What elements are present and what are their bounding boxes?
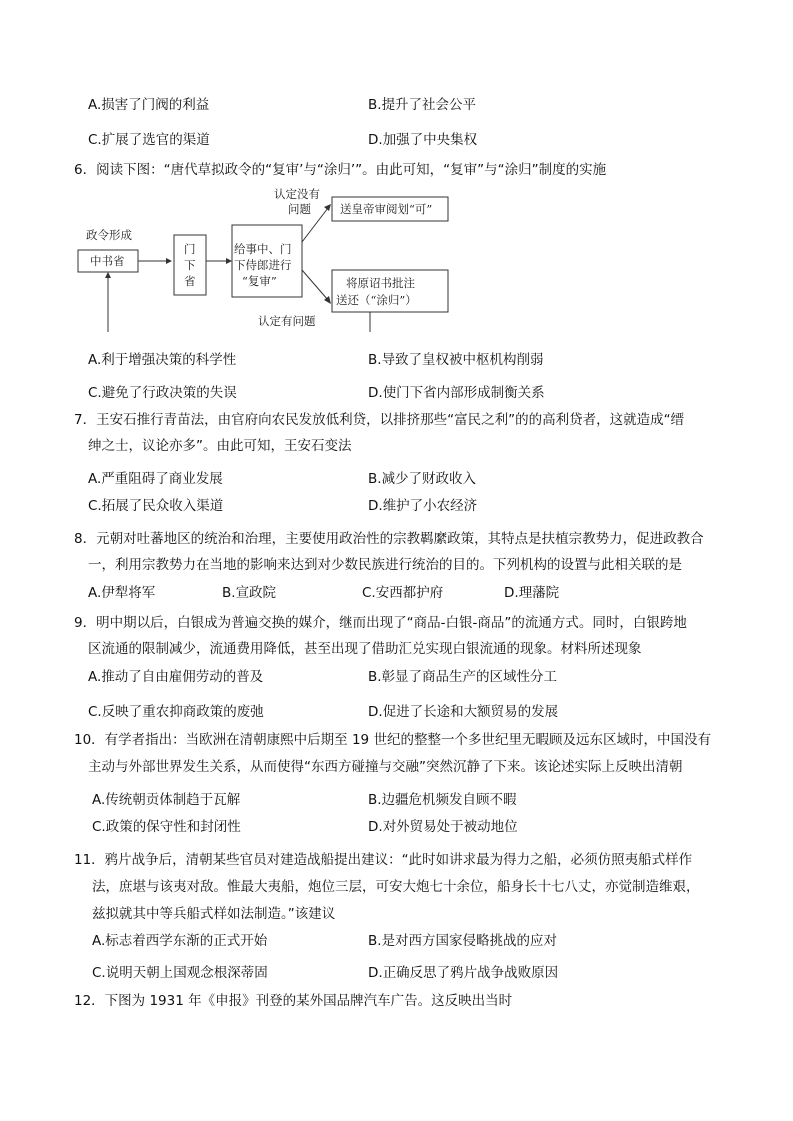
option-label: A. (92, 933, 106, 949)
q11-option-a[interactable] (92, 932, 267, 950)
option-text: 说明天朝上国观念根深蒂固 (105, 965, 268, 981)
q9-option-c[interactable] (88, 703, 264, 721)
option-text: 理藩院 (518, 585, 560, 601)
label-no-problem-2: 问题 (288, 202, 311, 216)
q12-stem: 12．下图为 1931 年《申报》刊登的某外国品牌汽车广告。这反映出当时 (74, 993, 513, 1009)
q8-option-b[interactable] (222, 584, 276, 602)
option-text: 安西都护府 (375, 585, 444, 601)
arrowhead-review (226, 258, 232, 264)
option-text: 宣政院 (235, 585, 277, 601)
q9-stem-line2: 区流通的限制减少，流通费用降低，甚至出现了借助汇兑实现白银流通的现象。材料所述现象 (88, 641, 642, 657)
q7-option-c[interactable] (88, 497, 223, 515)
box-review-line1: 给事中、门 (234, 242, 292, 256)
box-return-line2: 送还（“涂归”） (336, 293, 417, 307)
arrowhead-zhongshu (105, 272, 111, 278)
q8-option-c[interactable] (362, 584, 443, 602)
q7-stem-line1: 7．王安石推行青苗法，由官府向农民发放低利贷，以排挤那些“富民之利”的的高利贷者，这就造成“缙 (74, 412, 685, 428)
q7-stem-line2: 绅之士，议论亦多”。由此可知，王安石变法 (88, 438, 352, 454)
option-text: 推动了自由雇佣劳动的普及 (101, 669, 264, 685)
option-label: A. (88, 97, 102, 113)
option-label: A. (88, 669, 102, 685)
label-no-problem-1: 认定没有 (274, 187, 320, 201)
option-text: 导致了皇权被中枢机构削弱 (381, 352, 544, 368)
q7-option-a[interactable] (88, 470, 223, 488)
box-menxia-char-3: 省 (184, 274, 196, 288)
option-text: 标志着西学东渐的正式开始 (105, 933, 268, 949)
option-label: D. (368, 498, 383, 514)
q10-stem-line2: 主动与外部世界发生关系，从而使得“东西方碰撞与交融”突然沉静了下来。该论述实际上反映出清朝 (88, 759, 683, 775)
option-text: 是对西方国家侵略挑战的应对 (381, 933, 558, 949)
q6-option-d[interactable] (368, 384, 545, 402)
option-text: 促进了长途和大额贸易的发展 (382, 704, 559, 720)
option-text: 正确反思了鸦片战争战败原因 (382, 965, 559, 981)
option-label: C. (88, 498, 102, 514)
option-label: D. (368, 132, 383, 148)
q11-option-c[interactable] (92, 964, 268, 982)
q8-option-d[interactable] (504, 584, 559, 602)
q9-stem-line1: 9．明中期以后，白银成为普遍交换的媒介，继而出现了“商品-白银-商品”的流通方式。同时，白银跨地 (74, 615, 687, 631)
option-text: 减少了财政收入 (381, 471, 477, 487)
box-menxia-char-1: 门 (184, 242, 196, 256)
option-text: 反映了重农抑商政策的废弛 (101, 704, 264, 720)
q8-stem-line2: 一，利用宗教势力在当地的影响来达到对少数民族进行统治的目的。下列机构的设置与此相关联的是 (88, 557, 682, 573)
option-text: 避免了行政决策的失误 (101, 385, 237, 401)
q10-stem-line1: 10．有学者指出：当欧洲在清朝康熙中后期至 19 世纪的整整一个多世纪里无暇顾及远东区域时，中国没有 (74, 732, 711, 748)
option-text: 损害了门阀的利益 (101, 97, 210, 113)
option-label: C. (92, 819, 106, 835)
option-label: C. (88, 385, 102, 401)
q9-option-d[interactable] (368, 703, 558, 721)
q6-stem: 6．阅读下图：“唐代草拟政令的“复审’与“涂归’”。由此可知，“复审”与“涂归”制度的实施 (74, 162, 607, 178)
q6-option-c[interactable] (88, 384, 237, 402)
q6-option-b[interactable] (368, 351, 544, 369)
box-return-line1: 将原诏书批注 (346, 276, 415, 290)
option-text: 维护了小农经济 (382, 498, 478, 514)
box-review-line2: 下侍郎进行 (234, 258, 292, 272)
option-text: 使门下省内部形成制衡关系 (382, 385, 545, 401)
q5-option-b[interactable] (368, 96, 476, 114)
option-label: A. (92, 792, 106, 808)
option-label: B. (368, 669, 382, 685)
option-text: 传统朝贡体制趋于瓦解 (105, 792, 241, 808)
option-text: 严重阻碍了商业发展 (101, 471, 223, 487)
option-text: 彰显了商品生产的区域性分工 (381, 669, 558, 685)
option-label: D. (368, 965, 383, 981)
option-label: C. (88, 704, 102, 720)
q10-option-b[interactable] (368, 791, 517, 809)
q9-option-a[interactable] (88, 668, 263, 686)
arrow-review-return (302, 270, 328, 300)
q7-option-b[interactable] (368, 470, 476, 488)
q7-option-d[interactable] (368, 497, 477, 515)
q11-stem-line2: 法，庶堪与该夷对敌。惟最大夷船，炮位三层，可安大炮七十余位，船身长十七八丈，亦觉制造维艰， (92, 879, 700, 895)
option-label: B. (368, 792, 382, 808)
q6-flow-diagram (70, 182, 470, 332)
option-label: B. (368, 933, 382, 949)
box-review-line3: “复审” (242, 274, 277, 288)
label-has-problem: 认定有问题 (258, 314, 316, 328)
option-label: C. (362, 585, 376, 601)
option-label: D. (368, 819, 383, 835)
option-text: 伊犁将军 (101, 585, 156, 601)
box-menxia-char-2: 下 (184, 258, 196, 272)
option-text: 利于增强决策的科学性 (101, 352, 237, 368)
q10-option-d[interactable] (368, 818, 518, 836)
q11-stem-line1: 11．鸦片战争后，清朝某些官员对建造战船提出建议：“此时如讲求最为得力之船，必须仿照夷船式样作 (74, 852, 693, 868)
option-text: 加强了中央集权 (382, 132, 478, 148)
option-label: A. (88, 471, 102, 487)
option-label: A. (88, 352, 102, 368)
diagram-label-formation: 政令形成 (86, 228, 132, 242)
option-label: B. (368, 352, 382, 368)
option-text: 拓展了民众收入渠道 (101, 498, 224, 514)
option-text: 提升了社会公平 (381, 97, 477, 113)
option-label: B. (368, 97, 382, 113)
arrowhead-menxia (166, 258, 172, 264)
option-label: D. (368, 704, 383, 720)
arrowhead-emperor (324, 204, 331, 211)
option-text: 对外贸易处于被动地位 (382, 819, 518, 835)
option-text: 边疆危机频发自顾不暇 (381, 792, 517, 808)
option-label: D. (368, 385, 383, 401)
option-label: B. (222, 585, 236, 601)
q5-option-d[interactable] (368, 131, 477, 149)
option-label: B. (368, 471, 382, 487)
option-label: C. (88, 132, 102, 148)
q11-option-b[interactable] (368, 932, 557, 950)
option-text: 扩展了选官的渠道 (101, 132, 210, 148)
option-label: A. (88, 585, 102, 601)
q10-option-c[interactable] (92, 818, 241, 836)
q5-option-a[interactable] (88, 96, 209, 114)
q6-option-a[interactable] (88, 351, 236, 369)
q9-option-b[interactable] (368, 668, 557, 686)
q5-option-c[interactable] (88, 131, 210, 149)
q11-stem-line3: 兹拟就其中等兵船式样如法制造。”该建议 (92, 906, 336, 922)
q10-option-a[interactable] (92, 791, 240, 809)
q11-option-d[interactable] (368, 964, 558, 982)
option-text: 政策的保守性和封闭性 (105, 819, 241, 835)
box-emperor-text: 送皇帝审阅划“可” (340, 202, 433, 216)
q8-stem-line1: 8．元朝对吐蕃地区的统治和治理，主要使用政治性的宗教羁縻政策，其特点是扶植宗教势力，促进政教合 (74, 531, 704, 547)
box-zhongshu-text: 中书省 (90, 254, 125, 268)
option-label: C. (92, 965, 106, 981)
q8-option-a[interactable] (88, 584, 155, 602)
option-label: D. (504, 585, 519, 601)
